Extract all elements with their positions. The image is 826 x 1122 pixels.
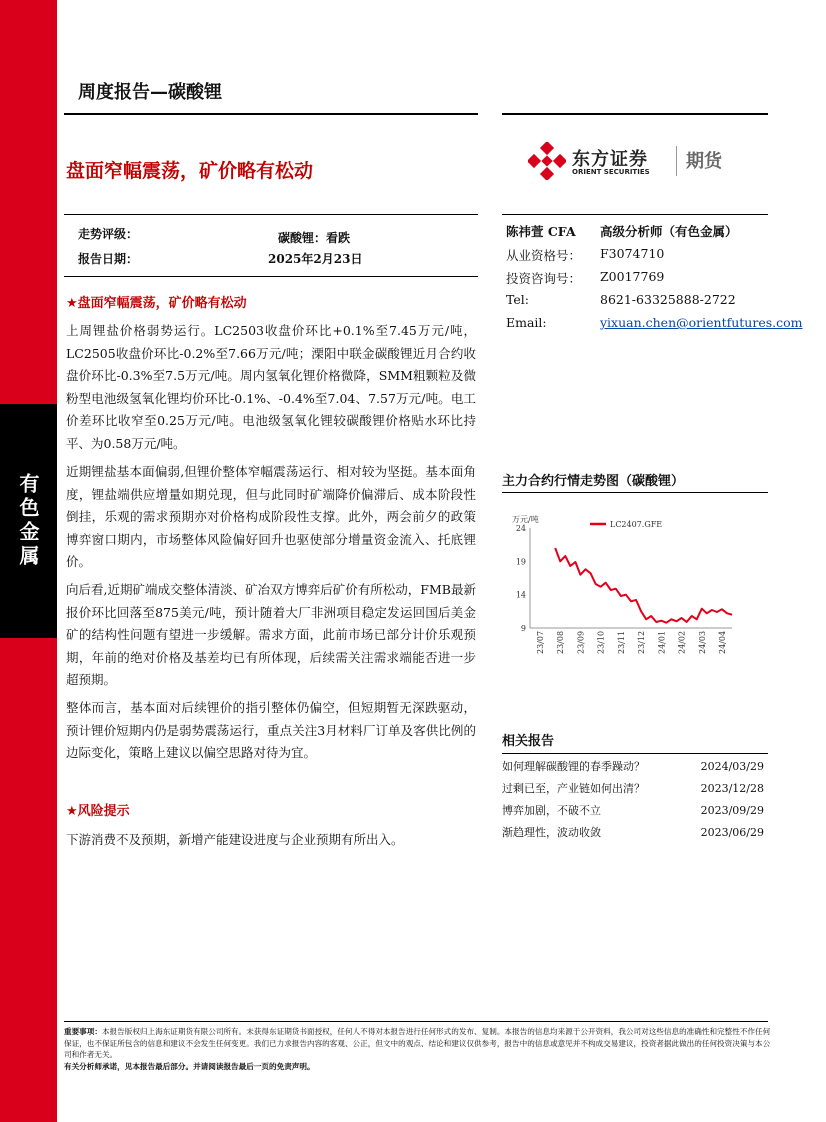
logo-separator (676, 146, 677, 176)
y-tick-label: 9 (520, 624, 526, 633)
email-link[interactable]: yixuan.chen@orientfutures.com (600, 315, 803, 330)
footer-rule (64, 1021, 768, 1022)
y-tick-label: 14 (515, 590, 526, 600)
logo-name-cn: 东方证券 (572, 149, 648, 170)
company-logo (528, 142, 768, 182)
qual-value: F3074710 (600, 246, 665, 261)
related-item-title[interactable]: 过剩已至，产业链如何出清？ (502, 782, 645, 795)
meta-rule-top (64, 214, 478, 215)
analyst-title: 高级分析师（有色金属） (600, 224, 738, 239)
qual-label: 从业资格号： (506, 248, 582, 263)
analyst-name: 陈祎萱 CFA (506, 224, 576, 239)
meta-rule-bottom (64, 276, 478, 277)
related-item-date: 2023/09/29 (700, 803, 764, 817)
x-tick-label: 24/04 (718, 630, 727, 654)
date-value: 2025年2月23日 (268, 252, 363, 266)
footer-notice-label: 重要事项： (64, 1027, 102, 1036)
paragraph-3: 向后看,近期矿端成交整体清淡、矿冶双方博弈后矿价有所松动，FMB最新报价环比回落至875美元/吨，预计随着大厂非洲项目稳定发运回国后美金矿的结构性问题有望进一步缓解。需求方面，此前市场已部分计价乐观预期，年前的绝对价格及基差均已有所体现，后续需关注需求端能否进一步超预期。 (66, 582, 476, 687)
related-item-date: 2024/03/29 (700, 759, 764, 773)
footer-notice-text: 本报告版权归上海东证期货有限公司所有。未获得东证期货书面授权，任何人不得对本报告进行任何形式的发布、复制。本报告的信息均来源于公开资料，我公司对这些信息的准确性和完整性不作任何保证，也不保证所包含的信息和建议不会发生任何变更。我们已力求报告内容的客观、公正，但文中的观点、结论和建议仅供参考，报告中的信息或意见并不构成交易建议，投资者据此做出的任何投资决策与本公司和作者无关。 (64, 1027, 771, 1059)
related-item-title[interactable]: 如何理解碳酸锂的春季躁动？ (502, 760, 645, 773)
related-item[interactable] (502, 755, 764, 777)
related-item[interactable] (502, 777, 764, 799)
report-type: 周度报告—碳酸锂 (78, 82, 222, 103)
legend-label: LC2407.GFE (610, 520, 663, 529)
related-item-title[interactable]: 渐趋理性，波动收敛 (502, 826, 601, 839)
footer-analyst-notice: 有关分析师承诺，见本报告最后部分。并请阅读报告最后一页的免责声明。 (64, 1061, 315, 1071)
section-title-market: ★盘面窄幅震荡，矿价略有松动 (66, 296, 247, 311)
rating-label: 走势评级： (78, 227, 139, 241)
price-series-line (555, 548, 732, 623)
x-tick-label: 24/01 (657, 630, 667, 654)
tel-value: 8621-63325888-2722 (600, 292, 736, 307)
x-tick-label: 23/11 (616, 630, 626, 654)
price-chart (502, 506, 772, 696)
related-item-title[interactable]: 博弈加剧，不破不立 (502, 804, 601, 817)
headline: 盘面窄幅震荡，矿价略有松动 (66, 160, 314, 182)
related-item-date: 2023/12/28 (700, 781, 764, 795)
x-tick-label: 23/07 (536, 630, 545, 654)
related-title: 相关报告 (502, 734, 555, 749)
sector-tab (0, 404, 57, 638)
consult-label: 投资咨询号： (506, 271, 582, 286)
paragraph-1: 上周锂盐价格弱势运行。LC2503收盘价环比+0.1%至7.45万元/吨，LC2505收盘价环比-0.2%至7.66万元/吨；溧阳中联金碳酸锂近月合约收盘价环比-0.3%至7.5万元/吨。周内氢氧化锂价格微降，SMM粗颗粒及微粉型电池级氢氧化锂均价环比-0.1%、-0.4%至7.04、7.57万元/吨。电工价差环比收窄至0.25万元/吨。电池级氢氧化锂较碳酸锂价格贴水环比持平、为0.58万元/吨。 (66, 323, 476, 451)
consult-value: Z0017769 (600, 269, 665, 284)
header-rule-left (64, 113, 478, 115)
header-rule-right (502, 113, 768, 115)
paragraph-4: 整体而言，基本面对后续锂价的指引整体仍偏空，但短期暂无深跌驱动，预计锂价短期内仍是弱势震荡运行，重点关注3月材料厂订单及客供比例的边际变化，策略上建议以偏空思路对待为宜。 (66, 700, 476, 760)
related-item[interactable] (502, 799, 764, 821)
x-tick-label: 23/12 (637, 630, 647, 654)
chart-title-rule (502, 492, 768, 493)
x-tick-label: 24/03 (697, 630, 707, 654)
rating-value: 碳酸锂：看跌 (278, 231, 351, 245)
section-title-risk: ★风险提示 (66, 804, 130, 819)
x-tick-label: 23/08 (556, 630, 566, 654)
paragraph-5: 下游消费不及预期，新增产能建设进度与企业预期有所出入。 (66, 832, 404, 847)
logo-name-en: ORIENT SECURITIES (572, 168, 650, 176)
date-label: 报告日期： (78, 252, 139, 266)
orient-logo-icon (528, 142, 566, 180)
x-tick-label: 23/09 (576, 630, 586, 654)
y-unit-label: 万元/吨 (512, 515, 539, 524)
email-label: Email: (506, 315, 547, 330)
sector-label: 有色金属 (16, 473, 40, 569)
x-tick-label: 24/02 (677, 630, 687, 654)
tel-label: Tel: (506, 292, 529, 307)
logo-division: 期货 (686, 151, 722, 172)
related-item-date: 2023/06/29 (700, 825, 764, 839)
analyst-rule (502, 214, 768, 215)
related-item[interactable] (502, 821, 764, 843)
chart-title: 主力合约行情走势图（碳酸锂） (502, 474, 685, 489)
y-tick-label: 24 (515, 524, 526, 533)
footer-disclaimer (64, 1026, 776, 1072)
related-rule (502, 753, 768, 754)
y-tick-label: 19 (515, 557, 526, 567)
paragraph-2: 近期锂盐基本面偏弱,但锂价整体窄幅震荡运行、相对较为坚挺。基本面角度，锂盐端供应增量如期兑现，但与此同时矿端降价偏滞后、成本阶段性倒挂，乐观的需求预期亦对价格构成阶段性支撑。此外，两会前夕的政策博弈窗口期内，市场整体风险偏好回升也驱使部分增量资金流入、托底锂价。 (66, 464, 476, 569)
x-tick-label: 23/10 (596, 630, 606, 654)
